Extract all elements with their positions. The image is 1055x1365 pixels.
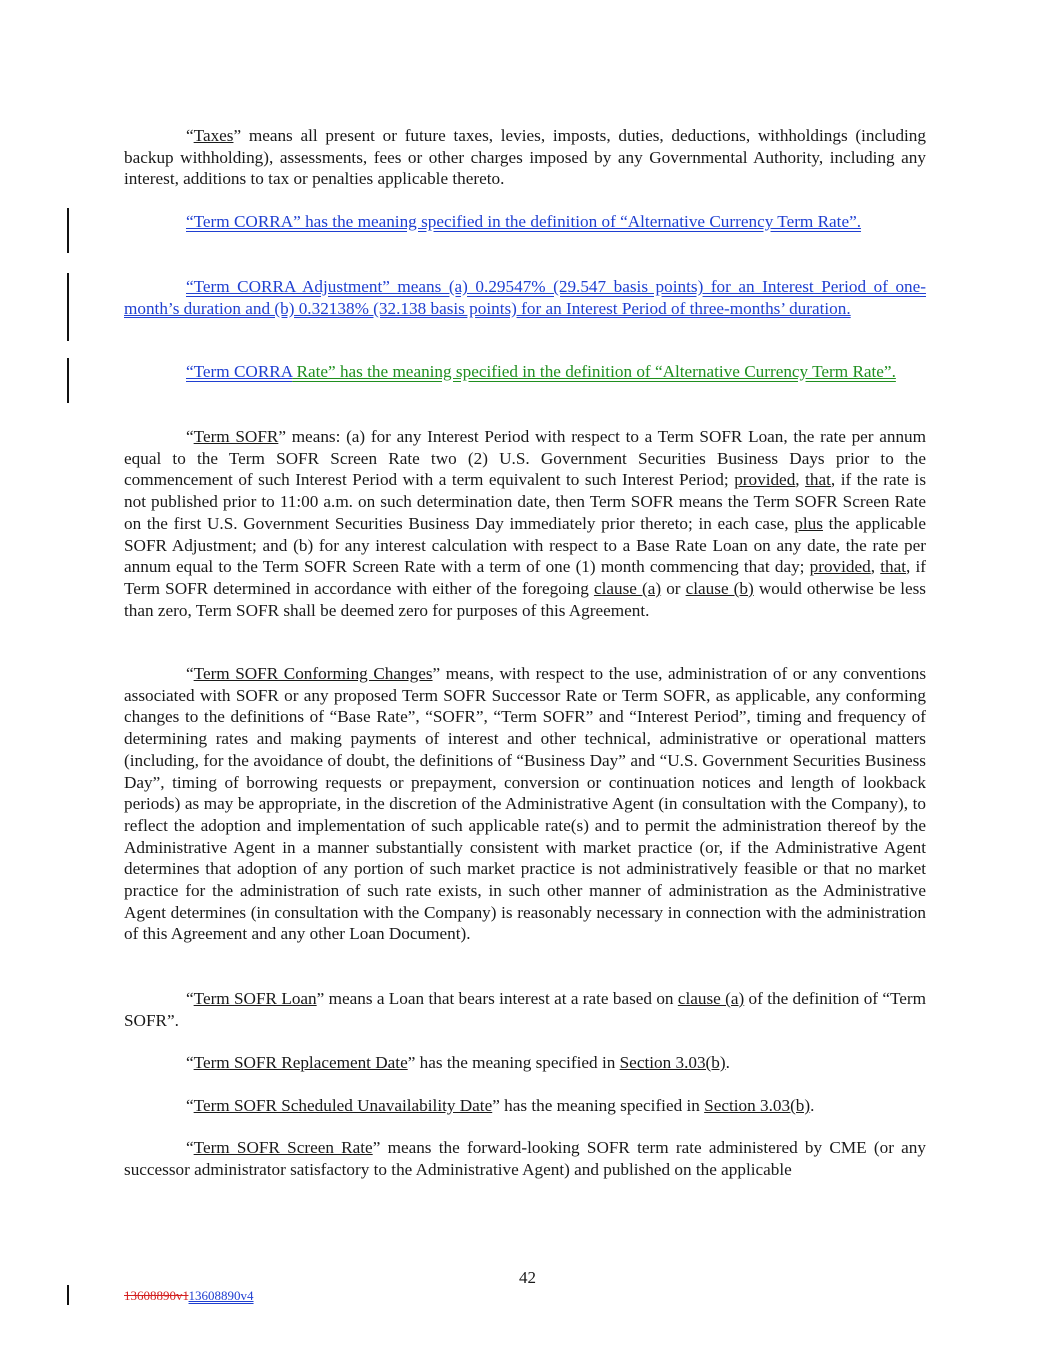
definition-text: , (795, 470, 806, 490)
emphasis-term: plus (794, 513, 823, 533)
definition-term-sofr-scheduled-unavailability-date: “Term SOFR Scheduled Unavailability Date” has the meaning specified in Section 3.03(b). (186, 1096, 815, 1115)
deleted-doc-id: 13608890v1 (124, 1288, 189, 1303)
change-bar (67, 358, 69, 403)
emphasis-term: that (880, 557, 907, 577)
definition-text: . (810, 1096, 815, 1115)
definition-term-corra-adjustment (124, 276, 926, 319)
defined-term: Term SOFR Screen Rate (193, 1138, 373, 1157)
defined-term: Term SOFR Loan (193, 989, 317, 1008)
inserted-text: “Term CORRA” has the meaning specified in the definition of “Alternative Currency Term Rate”. (186, 212, 862, 231)
definition-text: would otherwise be less than zero, Term SOFR shall be deemed zero for purposes of this Agreement. (124, 578, 926, 620)
defined-term: Term SOFR Conforming Changes (193, 664, 433, 683)
definition-text: ” means all present or future taxes, levies, imposts, duties, deductions, withholdings (including backup withholding), assessments, fees or other charges imposed by any Governmental Authority, including any interest, additions to tax or penalties applicable thereto. (124, 126, 926, 189)
moved-text: Rate” has the meaning specified in the definition of “Alternative Currency Term Rate”. (292, 362, 896, 381)
definition-text: , (870, 557, 881, 577)
emphasis-term: provided (734, 470, 796, 490)
definition-text: ” means the forward-looking SOFR term rate administered by CME (or any successor administrator satisfactory to the Administrative Agent) and published on the applicable (124, 1138, 926, 1179)
clause-reference: clause (b) (685, 578, 754, 598)
emphasis-term: provided (809, 557, 871, 577)
inserted-text: “Term CORRA (186, 362, 293, 381)
change-bar (67, 1285, 69, 1305)
defined-term: Term SOFR Scheduled Unavailability Date (193, 1096, 493, 1115)
definition-term-sofr-conforming-changes: “Term SOFR Conforming Changes” means, with respect to the use, administration of or any conventions associated with SOFR or any proposed Term SOFR Successor Rate or Term SOFR, as applicable, any conforming changes to the definitions of “Base Rate”, “SOFR”, “Term SOFR” and “Interest Period”, timing and frequency of determining rates and making payments of interest and other technical, administrative or operational matters (including, for the avoidance of doubt, the definitions of “Business Day” and “U.S. Government Securities Business Day”, timing of borrowing requests or prepayment, conversion or continuation notices and length of lookback periods) as may be appropriate, in the discretion of the Administrative Agent (in consultation with the Company), to reflect the adoption and implementation of such applicable rate(s) and to permit the administration thereof by the Administrative Agent in a manner substantially consistent with market practice (or, if the Administrative Agent determines that adoption of any portion of such market practice is not administratively feasible or that no market practice for the administration of such rate exists, in such other manner of administration as the Administrative Agent determines (in consultation with the Company) is reasonably necessary in connection with the administration of this Agreement and any other Loan Document). (124, 664, 927, 944)
definition-text: ” has the meaning specified in (492, 1096, 705, 1115)
definition-taxes: “Taxes” means all present or future taxes, levies, imposts, duties, deductions, withholdings (including backup withholding), assessments, fees or other charges imposed by any Governmental Authority, including any interest, additions to tax or penalties applicable thereto. (124, 126, 926, 189)
document-id (124, 1288, 254, 1304)
defined-term: Taxes (193, 126, 234, 145)
page-number: 42 (519, 1268, 536, 1287)
defined-term: Term SOFR Replacement Date (193, 1053, 408, 1072)
definition-text: , if the rate is not published prior to 11:00 a.m. on such determination date, then Term SOFR means the Term SOFR Screen Rate on the first U.S. Government Securities Business Day immediately prior thereto; in each case, (124, 470, 927, 533)
definition-term-sofr-screen-rate: “Term SOFR Screen Rate” means the forward-looking SOFR term rate administered by CME (or any successor administrator satisfactory to the Administrative Agent) and published on the applicable (124, 1138, 926, 1179)
clause-reference: clause (a) (593, 578, 662, 598)
change-bar (67, 273, 69, 341)
definition-text: of the definition of “Term SOFR”. (124, 989, 926, 1030)
definition-text: . (725, 1053, 730, 1072)
definition-term-corra (124, 211, 926, 233)
definition-term-sofr-loan: “Term SOFR Loan” means a Loan that bears interest at a rate based on clause (a) of the definition of “Term SOFR”. (124, 989, 926, 1030)
definition-term-sofr: “Term SOFR” means: (a) for any Interest Period with respect to a Term SOFR Loan, the rate per annum equal to the Term SOFR Screen Rate two (2) U.S. Government Securities Business Days prior to the commencement of such Interest Period with a term equivalent to such Interest Period; provided, that, if the rate is not published prior to 11:00 a.m. on such determination date, then Term SOFR means the Term SOFR Screen Rate on the first U.S. Government Securities Business Day immediately prior thereto; in each case, plus the applicable SOFR Adjustment; and (b) for any interest calculation with respect to a Base Rate Loan on any date, the rate per annum equal to the Term SOFR Screen Rate with a term of one (1) month commencing that day; provided, that, if Term SOFR determined in accordance with either of the foregoing clause (a) or clause (b) would otherwise be less than zero, Term SOFR shall be deemed zero for purposes of this Agreement. (124, 427, 927, 620)
definition-text: ” means: (a) for any Interest Period with respect to a Term SOFR Loan, the rate per annum equal to the Term SOFR Screen Rate two (2) U.S. Government Securities Business Days prior to the commencement of such Interest Period with a term equivalent to such Interest Period; (124, 427, 926, 490)
inserted-text: “Term CORRA Adjustment” means (a) 0.29547% (29.547 basis points) for an Interest Period of one-month’s duration and (b) 0.32138% (32.138 basis points) for an Interest Period of three-months’ duration. (124, 277, 926, 318)
inserted-doc-id: 13608890v4 (188, 1288, 254, 1303)
emphasis-term: that (805, 470, 831, 490)
definition-term-sofr-replacement-date: “Term SOFR Replacement Date” has the meaning specified in Section 3.03(b). (186, 1053, 730, 1072)
definition-text: ” means, with respect to the use, administration of or any conventions associated with SOFR or any proposed Term SOFR Successor Rate or Term SOFR, as applicable, any conforming changes to the definitions of “Base Rate”, “SOFR”, “Term SOFR” and “Interest Period”, timing and frequency of determining rates and making payments of interest and other technical, administrative or operational matters (including, for the avoidance of doubt, the definitions of “Business Day” and “U.S. Government Securities Business Day”, timing of borrowing requests or prepayment, conversion or continuation notices and length of lookback periods) as may be appropriate, in the discretion of the Administrative Agent (in consultation with the Company), to reflect the adoption and implementation of such applicable rate(s) and to permit the administration thereof by the Administrative Agent in a manner substantially consistent with market practice (or, if the Administrative Agent determines that adoption of any portion of such market practice is not administratively feasible or that no market practice for the administration of such rate exists, in such other manner of administration as the Administrative Agent determines (in consultation with the Company) is reasonably necessary in connection with the administration of this Agreement and any other Loan Document). (124, 664, 927, 944)
section-reference: Section 3.03(b) (619, 1053, 726, 1072)
definition-text: ” has the meaning specified in (407, 1053, 620, 1072)
section-reference: Section 3.03(b) (704, 1096, 811, 1115)
definition-text: or (661, 578, 686, 598)
definition-text: the applicable SOFR Adjustment; and (b) for any interest calculation with respect to a Base Rate Loan on any date, the rate per annum equal to the Term SOFR Screen Rate with a term of one (1) month commencing that day; (124, 513, 926, 577)
definition-term-corra-rate (124, 361, 926, 383)
definition-text: ” means a Loan that bears interest at a rate based on (316, 989, 678, 1008)
clause-reference: clause (a) (677, 989, 745, 1008)
definition-text: , if Term SOFR determined in accordance with either of the foregoing (124, 557, 927, 598)
change-bar (67, 208, 69, 253)
defined-term: Term SOFR (193, 427, 279, 446)
